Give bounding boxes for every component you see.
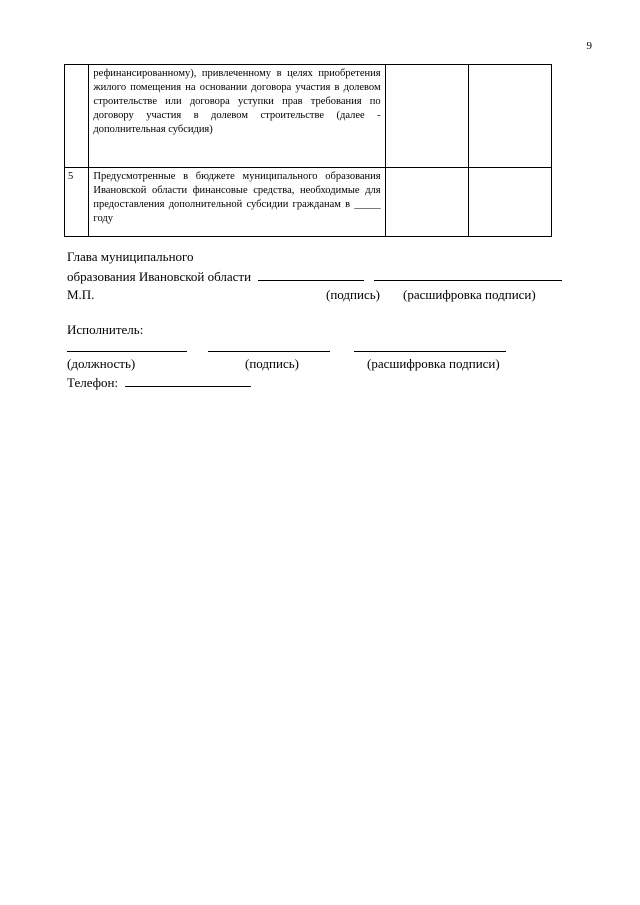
- phone-row: [67, 373, 251, 392]
- phone-line: [125, 373, 251, 387]
- subsidy-table: [64, 64, 552, 237]
- executor-signature-line: [208, 338, 330, 352]
- mp-label: М.П.: [67, 287, 95, 302]
- position-line: [67, 338, 187, 352]
- phone-label: Телефон:: [67, 375, 119, 390]
- table-cell-description: Предусмотренные в бюджете муниципального образования Ивановской области финансовые средства, необходимые для предоставления дополнительной субсидии гражданам в _____ году: [89, 168, 385, 237]
- table-cell-value: [385, 168, 468, 237]
- signature-caption: (подпись): [326, 287, 380, 302]
- table-row: [65, 65, 552, 168]
- name-line: [374, 267, 562, 281]
- table-row: [65, 168, 552, 237]
- head-title-line2: образования Ивановской области: [67, 269, 252, 284]
- head-title-line1: Глава муниципального: [67, 249, 194, 264]
- executor-name-caption: (расшифровка подписи): [367, 356, 500, 371]
- name-caption: (расшифровка подписи): [403, 287, 536, 302]
- head-title-line2-row: [67, 267, 562, 286]
- table-cell-value: [468, 168, 551, 237]
- table-cell-number: 5: [65, 168, 89, 237]
- executor-signature-caption: (подпись): [245, 356, 299, 371]
- table-cell-value: [468, 65, 551, 168]
- position-caption: (должность): [67, 356, 136, 371]
- executor-name-line: [354, 338, 506, 352]
- table-cell-number: [65, 65, 89, 168]
- table-cell-value: [385, 65, 468, 168]
- signature-line: [258, 267, 364, 281]
- page-number: 9: [586, 40, 592, 52]
- executor-label: Исполнитель:: [67, 322, 144, 337]
- table-cell-description: рефинансированному), привлеченному в целях приобретения жилого помещения на основании договора участия в долевом строительстве или договора уступки прав требования по договору участия в долевом строительстве (далее - дополнительная субсидия): [89, 65, 385, 168]
